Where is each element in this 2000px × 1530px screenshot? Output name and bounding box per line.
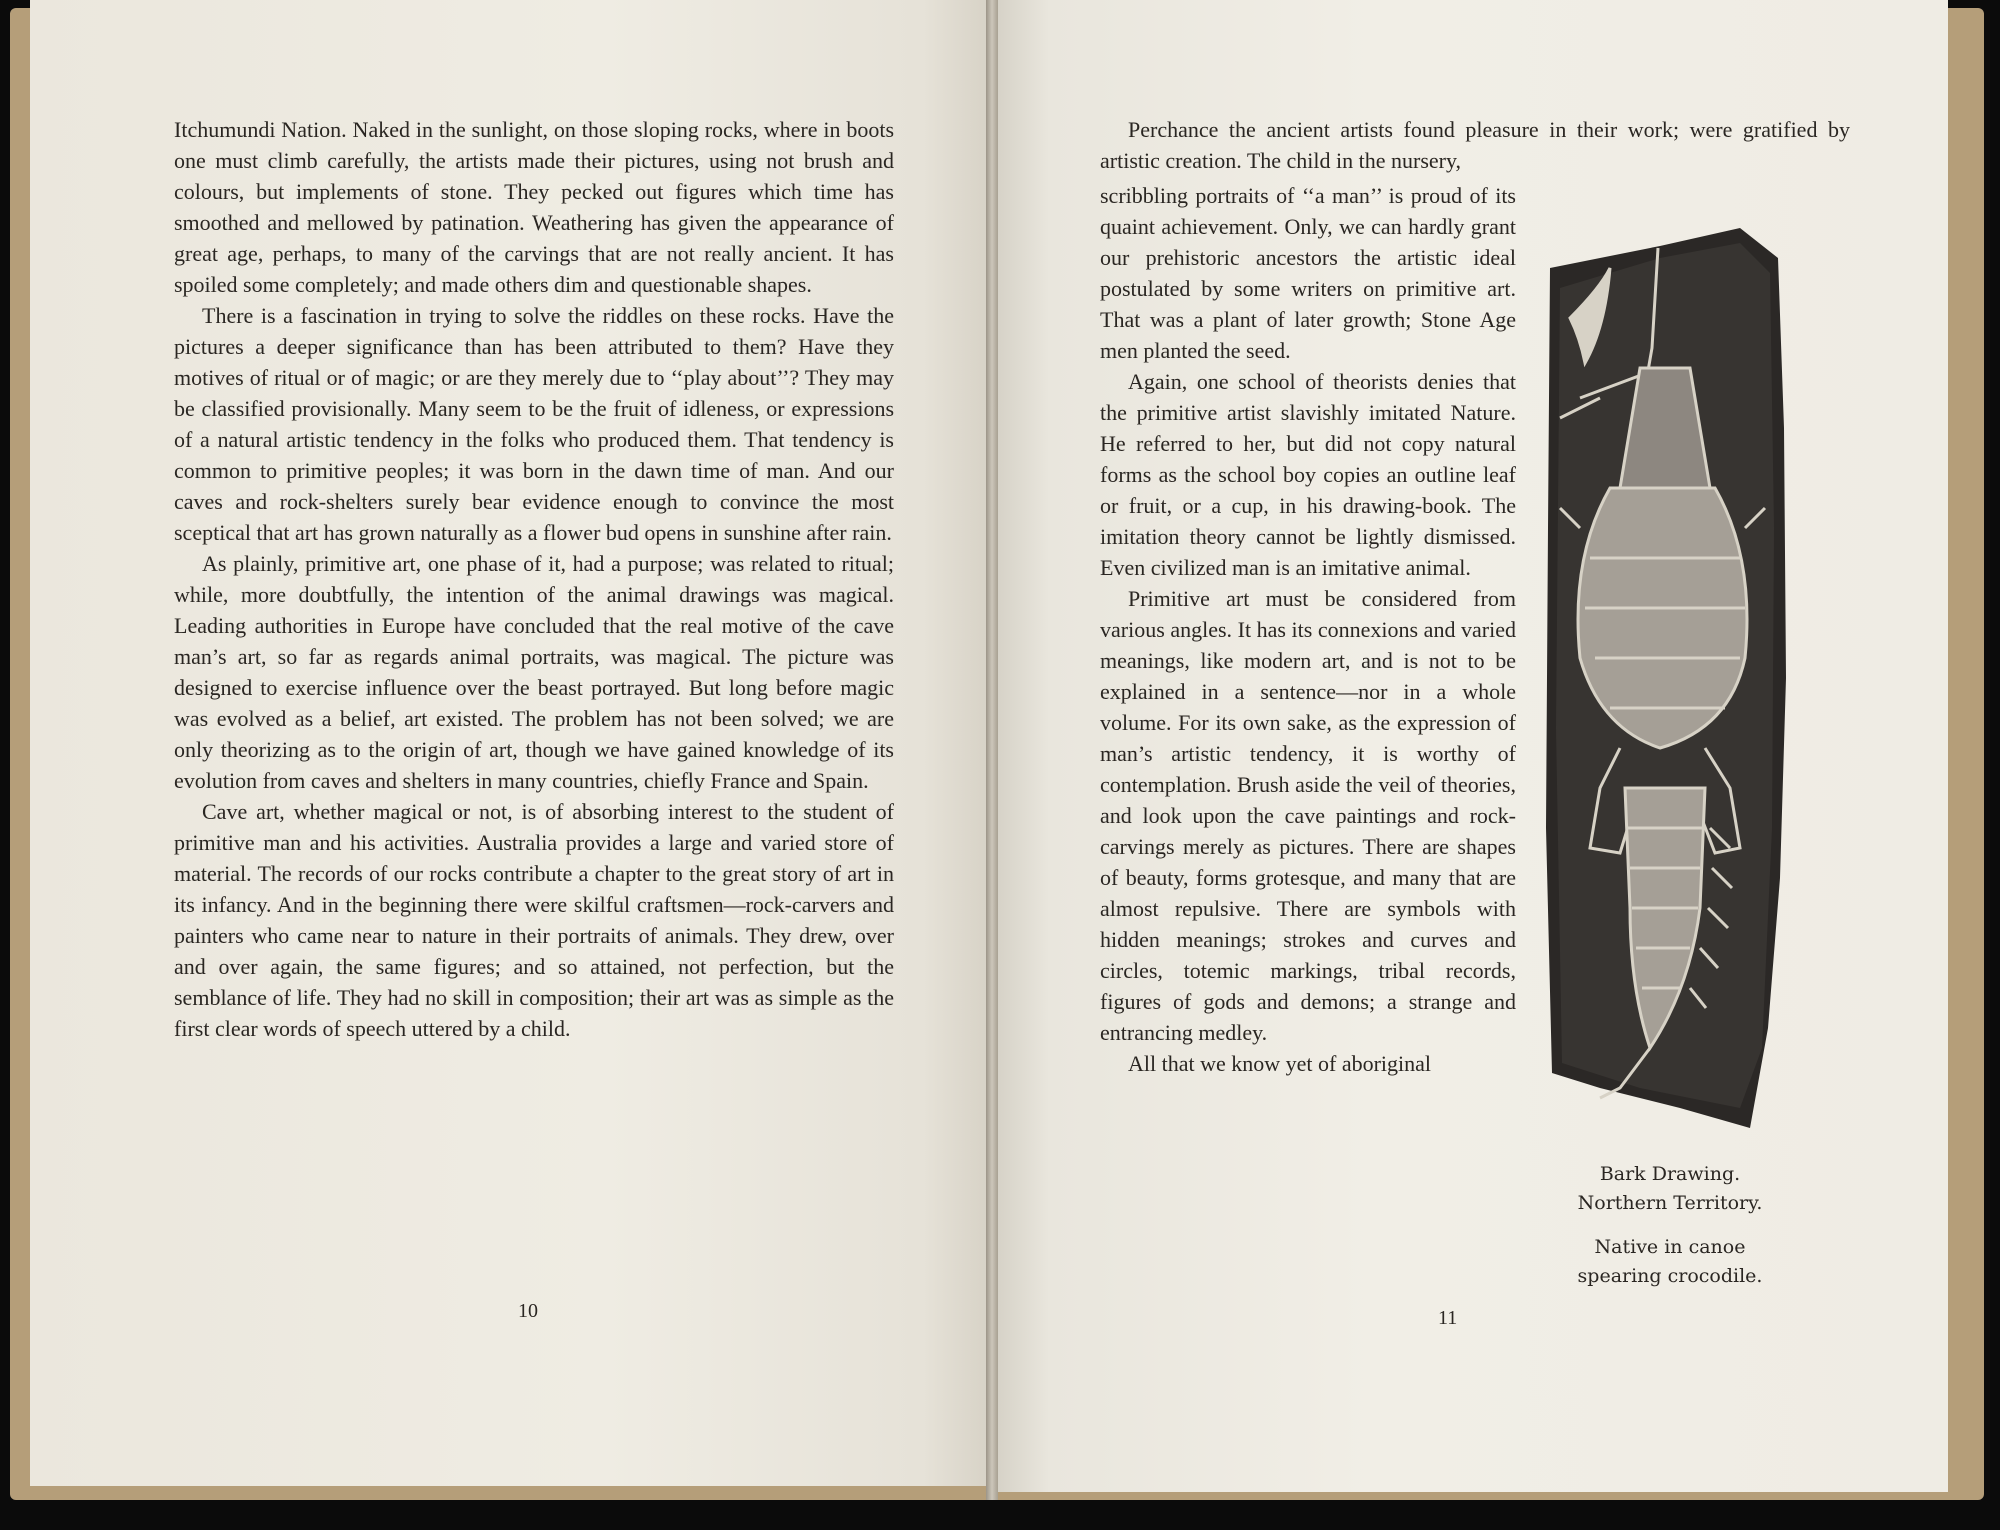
caption-bark-drawing: Bark Drawing.: [1599, 1163, 1741, 1185]
caption-northern-territory: Northern Territory.: [1577, 1192, 1763, 1214]
caption-native-in-canoe: Native in canoe: [1594, 1236, 1746, 1258]
right-page-column: [1100, 180, 1516, 1079]
page-number-right: 11: [1438, 1307, 1458, 1329]
right-paragraph-2: Again, one school of theorists denies that the primitive artist slavishly imitated Nature. He referred to her, but did not copy natural forms as the school boy copies an outline leaf or fruit, or a cup, in his drawing-book. The imitation theory cannot be lightly dismissed. Even civilized man is an imitative animal.: [1100, 369, 1516, 580]
book-gutter: [986, 0, 998, 1500]
right-paragraph-1: scribbling portraits of ‘‘a man’’ is proud of its quaint achievement. Only, we can hardly grant our prehistoric ancestors the artistic ideal postulated by some writers on primitive art. That was a plant of later growth; Stone Age men planted the seed.: [1100, 183, 1516, 363]
left-paragraph-4: Cave art, whether magical or not, is of absorbing interest to the student of primitive man and his activities. Australia provides a large and varied store of material. The records of our rocks contribute a chapter to the great story of art in its infancy. And in the beginning there were skilful craftsmen—rock-carvers and painters who came near to nature in their portraits of animals. They drew, over and over again, the same figures; and so attained, not perfection, but the semblance of life. They had no skill in composition; their art was as simple as the first clear words of speech uttered by a child.: [174, 799, 894, 1041]
page-number-left: 10: [518, 1300, 538, 1322]
figure-caption-description: [1530, 1233, 1810, 1291]
right-paragraph-3: Primitive art must be considered from various angles. It has its connexions and varied meanings, like modern art, and is not to be explained in a sentence—nor in a whole volume. For its own sake, as the expression of man’s artistic tendency, it is worthy of contemplation. Brush aside the veil of theories, and look upon the cave paintings and rock-carvings merely as pictures. There are shapes of beauty, forms grotesque, and many that are almost repulsive. There are symbols with hidden meanings; strokes and curves and circles, totemic markings, tribal records, figures of gods and demons; a strange and entrancing medley.: [1100, 586, 1516, 1045]
caption-spearing-crocodile: spearing crocodile.: [1577, 1265, 1763, 1287]
bark-drawing-illustration: [1540, 228, 1790, 1128]
right-opening-lines: Perchance the ancient artists found pleasure in their work; were gratified by artistic creation. The child in the nursery,: [1100, 117, 1850, 173]
left-paragraph-2: There is a fascination in trying to solve the riddles on these rocks. Have the pictures a deeper significance than has been attributed to them? Have they motives of ritual or of magic; or are they merely due to ‘‘play about’’? They may be classified provisionally. Many seem to be the fruit of idleness, or expressions of a natural artistic tendency in the folks who produced them. That tendency is common to primitive peoples; it was born in the dawn time of man. And our caves and rock-shelters surely bear evidence enough to convince the most sceptical that art has grown naturally as a flower bud opens in sunshine after rain.: [174, 303, 894, 545]
left-paragraph-1: Itchumundi Nation. Naked in the sunlight, on those sloping rocks, where in boots one must climb carefully, the artists made their pictures, using not brush and colours, but implements of stone. They pecked out figures which time has smoothed and mellowed by patination. Weathering has given the appearance of great age, perhaps, to many of the carvings that are not really ancient. It has spoiled some completely; and made others dim and questionable shapes.: [174, 117, 894, 297]
left-paragraph-3: As plainly, primitive art, one phase of it, had a purpose; was related to ritual; while, more doubtfully, the intention of the animal drawings was magical. Leading authorities in Europe have concluded that the real motive of the cave man’s art, so far as regards animal portraits, was magical. The picture was designed to exercise influence over the beast portrayed. But long before magic was evolved as a belief, art existed. The problem has not been solved; we are only theorizing as to the origin of art, though we have gained knowledge of its evolution from caves and shelters in many countries, chiefly France and Spain.: [174, 551, 894, 793]
figure-caption-title: [1530, 1160, 1810, 1218]
right-paragraph-4: All that we know yet of aboriginal: [1128, 1051, 1432, 1076]
right-page-opening: [1100, 114, 1850, 176]
left-page-text: [174, 114, 894, 1044]
